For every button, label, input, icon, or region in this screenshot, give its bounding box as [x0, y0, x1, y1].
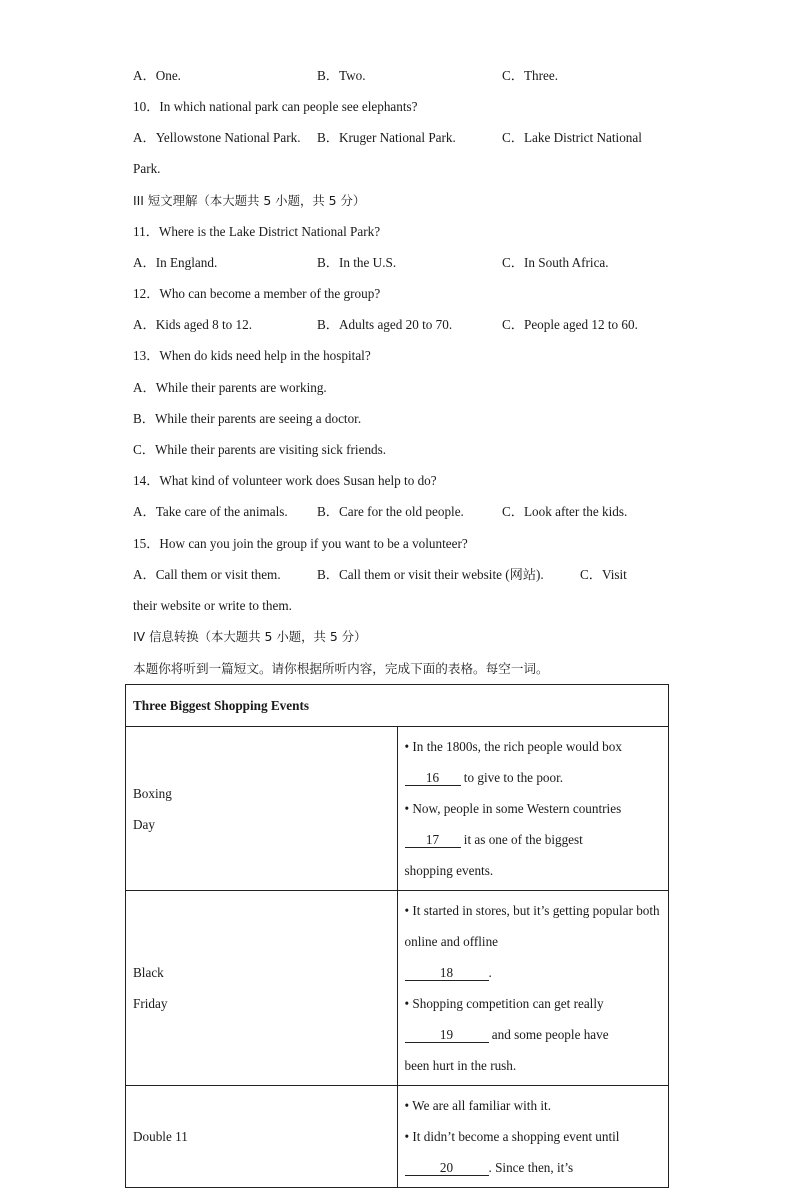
detail-line: shopping events.: [404, 863, 494, 878]
table-row: [126, 1086, 669, 1188]
q13-option-a: A．While their parents are working.: [133, 380, 327, 395]
event-name-cell: [126, 891, 398, 1086]
q15-option-a: A．Call them or visit them.: [133, 567, 281, 582]
detail-text: • It didn’t become a shopping event until: [404, 1129, 620, 1144]
q11-stem: 11．Where is the Lake District National Park?: [133, 224, 381, 239]
event-details-cell: [397, 727, 669, 891]
table-row: [126, 727, 669, 891]
q13-option-c: C．While their parents are visiting sick friends.: [133, 442, 387, 457]
shopping-events-table: [125, 684, 669, 1188]
detail-text: • In the 1800s, the rich people would box: [404, 739, 622, 754]
event-name-line: Friday: [133, 996, 168, 1011]
event-details-cell: [397, 891, 669, 1086]
table-header-row: [126, 685, 669, 727]
event-details-cell: [397, 1086, 669, 1188]
q12-option-b: B．Adults aged 20 to 70.: [317, 317, 453, 332]
section-4-instruction: 本题你将听到一篇短文。请你根据所听内容，完成下面的表格。每空一词。: [133, 661, 549, 676]
detail-line: [405, 1121, 663, 1183]
q10-option-c-continued: Park.: [133, 161, 161, 176]
detail-text: • Now, people in some Western countries: [404, 801, 622, 816]
q14-stem: 14．What kind of volunteer work does Susan help to do?: [133, 473, 437, 488]
event-name-line: Black: [133, 965, 164, 980]
q10-stem: 10．In which national park can people see elephants?: [133, 99, 418, 114]
detail-line: • We are all familiar with it.: [404, 1098, 551, 1113]
answer-blank-16[interactable]: 16: [405, 770, 461, 786]
detail-text: .: [488, 965, 492, 980]
q11-option-b: B．In the U.S.: [317, 255, 397, 270]
detail-line: [405, 793, 663, 855]
q9-option-c: C．Three.: [502, 68, 559, 83]
detail-text: it as one of the biggest: [460, 832, 583, 847]
q13-stem: 13．When do kids need help in the hospital?: [133, 348, 371, 363]
detail-text: . Since then, it’s: [488, 1160, 574, 1175]
q15-option-c-continued: their website or write to them.: [133, 598, 292, 613]
q15-stem: 15．How can you join the group if you want to be a volunteer?: [133, 536, 468, 551]
answer-blank-20[interactable]: 20: [405, 1160, 489, 1176]
event-name-cell: Double 11: [126, 1086, 398, 1188]
answer-blank-18[interactable]: 18: [405, 965, 489, 981]
event-name-line: Boxing: [133, 785, 172, 801]
detail-line: [405, 988, 663, 1050]
q14-option-b: B．Care for the old people.: [317, 504, 464, 519]
q12-option-a: A．Kids aged 8 to 12.: [133, 317, 253, 332]
q14-option-c: C．Look after the kids.: [502, 504, 628, 519]
q15-option-c: C．Visit: [580, 567, 627, 582]
q14-option-a: A．Take care of the animals.: [133, 504, 288, 519]
section-3-title: III 短文理解（本大题共 5 小题，共 5 分）: [133, 193, 366, 208]
q12-stem: 12．Who can become a member of the group?: [133, 286, 381, 301]
answer-blank-17[interactable]: 17: [405, 832, 461, 848]
event-name-line: Day: [133, 816, 155, 832]
q13-option-b: B．While their parents are seeing a doctor.: [133, 411, 362, 426]
detail-line: [405, 731, 663, 793]
detail-line: • It started in stores, but it’s getting popular both online and offline: [404, 903, 660, 949]
answer-blank-19[interactable]: 19: [405, 1027, 489, 1043]
event-name-cell: [126, 727, 398, 891]
table-row: [126, 891, 669, 1086]
q10-option-c: C．Lake District National: [502, 130, 642, 145]
detail-text: • Shopping competition can get really: [404, 996, 604, 1011]
detail-line: [405, 957, 663, 988]
q11-option-a: A．In England.: [133, 255, 218, 270]
q12-option-c: C．People aged 12 to 60.: [502, 317, 638, 332]
q15-option-b: B．Call them or visit their website (网站).: [317, 567, 544, 582]
table-title: Three Biggest Shopping Events: [126, 685, 669, 727]
section-4-title: IV 信息转换（本大题共 5 小题，共 5 分）: [133, 629, 367, 644]
detail-line: been hurt in the rush.: [404, 1058, 517, 1073]
q10-option-b: B．Kruger National Park.: [317, 130, 456, 145]
q10-option-a: A．Yellowstone National Park.: [133, 130, 301, 145]
q9-option-b: B．Two.: [317, 68, 366, 83]
detail-text: and some people have: [488, 1027, 609, 1042]
q9-option-a: A．One.: [133, 68, 181, 83]
detail-text: to give to the poor.: [460, 770, 564, 785]
q11-option-c: C．In South Africa.: [502, 255, 609, 270]
